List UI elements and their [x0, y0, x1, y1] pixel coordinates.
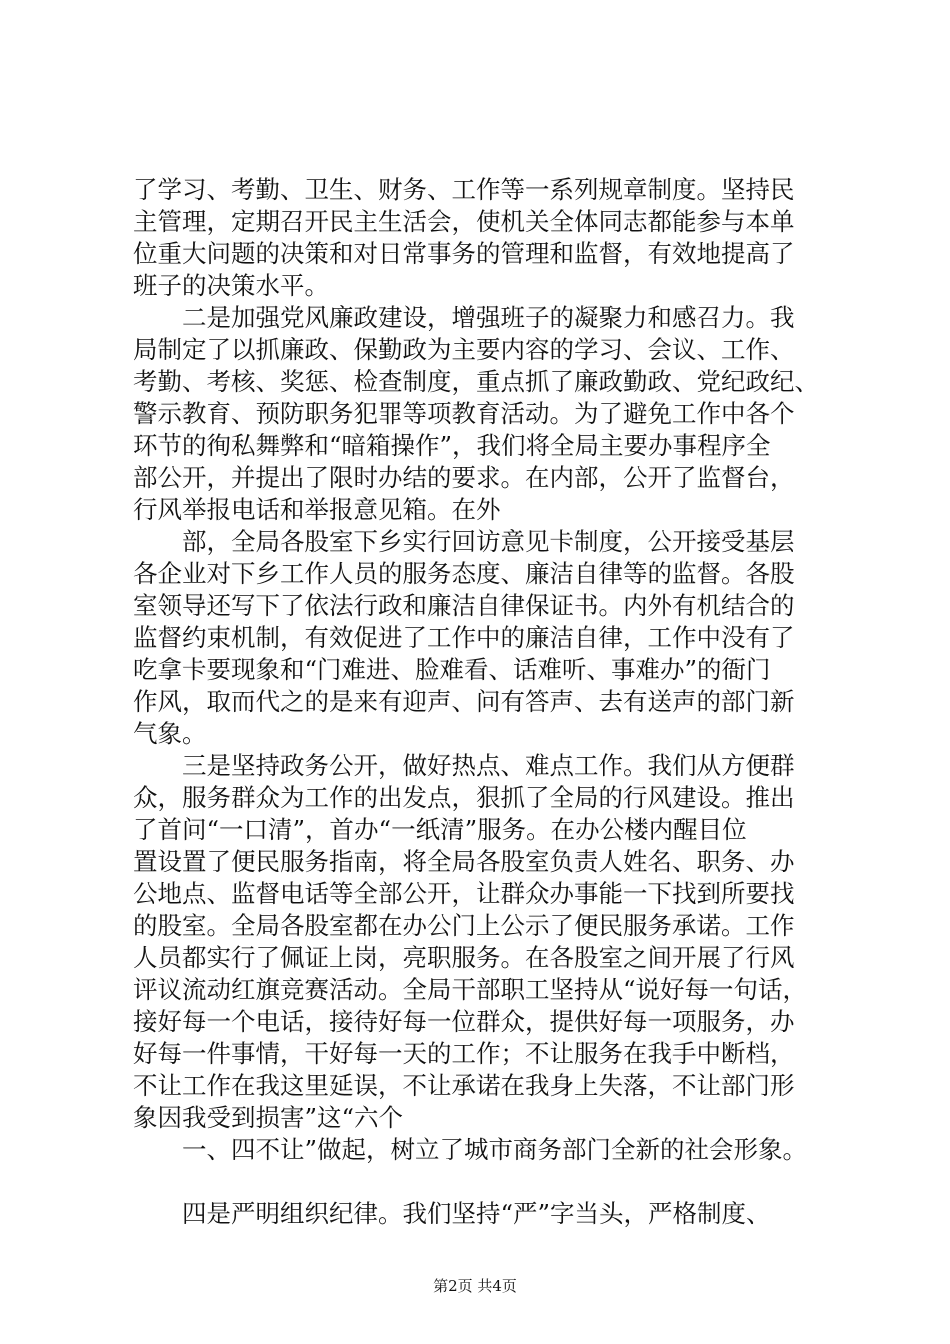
text-line: 主管理，定期召开民主生活会，使机关全体同志都能参与本单: [133, 207, 795, 236]
text-line: 监督约束机制，有效促进了工作中的廉洁自律，工作中没有了: [133, 623, 795, 652]
text-line: 室领导还写下了依法行政和廉洁自律保证书。内外有机结合的: [133, 591, 795, 620]
text-line: 部公开，并提出了限时办结的要求。在内部，公开了监督台，: [133, 463, 795, 492]
text-line: 不让工作在我这里延误，不让承诺在我身上失落，不让部门形: [133, 1071, 795, 1100]
text-line: 行风举报电话和举报意见箱。在外: [133, 495, 501, 524]
text-line: 人员都实行了佩证上岗，亮职服务。在各股室之间开展了行风: [133, 943, 795, 972]
text-line: 置设置了便民服务指南，将全局各股室负责人姓名、职务、办: [133, 847, 795, 876]
text-line: 象因我受到损害”这“六个: [133, 1103, 404, 1132]
text-line: 公地点、监督电话等全部公开，让群众办事能一下找到所要找: [133, 879, 795, 908]
text-line: 众，服务群众为工作的出发点，狠抓了全局的行风建设。推出: [133, 783, 795, 812]
text-line: 位重大问题的决策和对日常事务的管理和监督，有效地提高了: [133, 239, 795, 268]
text-line: 了学习、考勤、卫生、财务、工作等一系列规章制度。坚持民: [133, 175, 795, 204]
text-line: 三是坚持政务公开，做好热点、难点工作。我们从方便群: [133, 751, 795, 780]
text-line: 接好每一个电话，接待好每一位群众，提供好每一项服务，办: [133, 1007, 795, 1036]
text-line: 二是加强党风廉政建设，增强班子的凝聚力和感召力。我: [133, 303, 795, 332]
text-line: 吃拿卡要现象和“门难进、脸难看、话难听、事难办”的衙门: [133, 655, 771, 684]
text-line: 局制定了以抓廉政、保勤政为主要内容的学习、会议、工作、: [133, 335, 795, 364]
text-line: 作风，取而代之的是来有迎声、问有答声、去有送声的部门新: [133, 687, 795, 716]
text-line: 气象。: [133, 719, 207, 748]
text-line: 环节的徇私舞弊和“暗箱操作”，我们将全局主要办事程序全: [133, 431, 771, 460]
text-line: 好每一件事情，干好每一天的工作；不让服务在我手中断档，: [133, 1039, 795, 1068]
text-line: 四是严明组织纪律。我们坚持“严”字当头，严格制度、: [133, 1199, 771, 1228]
text-line: 评议流动红旗竞赛活动。全局干部职工坚持从“说好每一句话，: [133, 975, 808, 1004]
text-line: 的股室。全局各股室都在办公门上公示了便民服务承诺。工作: [133, 911, 795, 940]
text-line: 一、四不让”做起，树立了城市商务部门全新的社会形象。: [133, 1135, 808, 1164]
text-line: 警示教育、预防职务犯罪等项教育活动。为了避免工作中各个: [133, 399, 795, 428]
text-line: 各企业对下乡工作人员的服务态度、廉洁自律等的监督。各股: [133, 559, 795, 588]
text-line: 班子的决策水平。: [133, 271, 329, 300]
page-number-footer: 第2页 共4页: [433, 1277, 517, 1295]
text-line: 考勤、考核、奖惩、检查制度，重点抓了廉政勤政、党纪政纪、: [133, 367, 819, 396]
text-line: 了首问“一口清”，首办“一纸清”服务。在办公楼内醒目位: [133, 815, 747, 844]
text-line: 部，全局各股室下乡实行回访意见卡制度，公开接受基层: [133, 527, 795, 556]
